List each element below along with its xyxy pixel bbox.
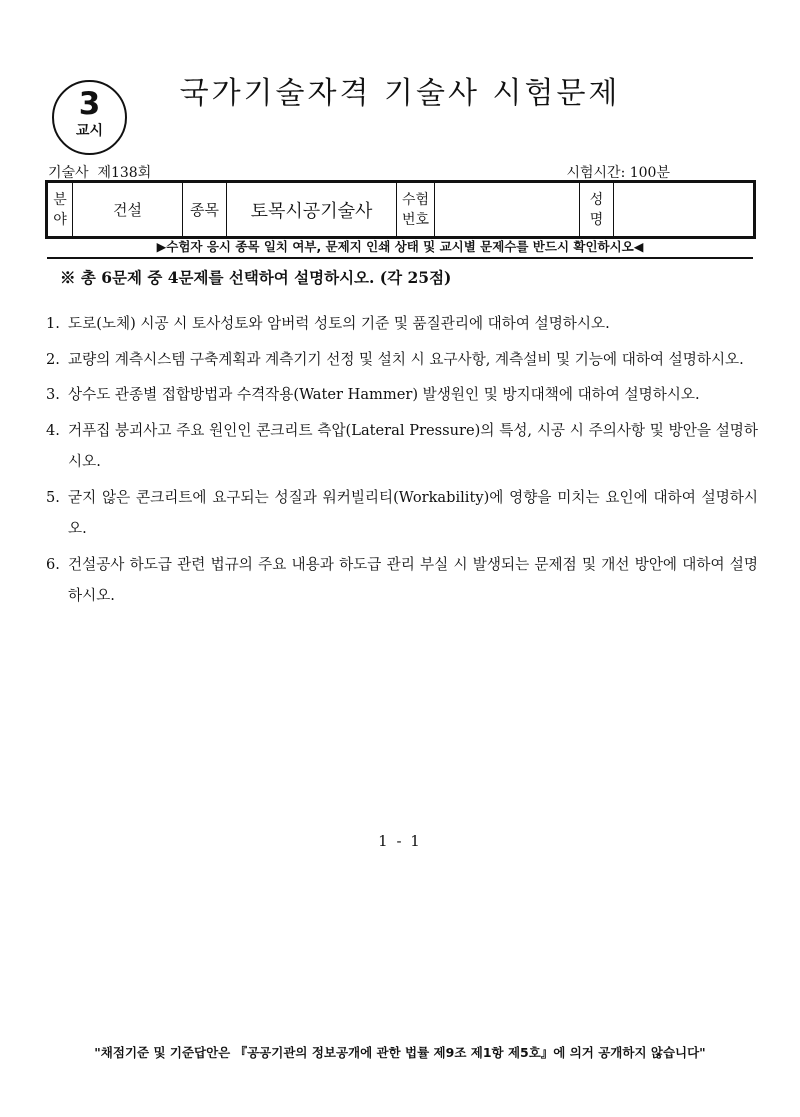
period-badge (52, 80, 127, 155)
page-title: 국가기술자격 기술사 시험문제 (179, 76, 621, 111)
notice-bar: ▶수험자 응시 종목 일치 여부, 문제지 인쇄 상태 및 교시별 문제수를 반드시 확인하시오◀ (47, 237, 753, 259)
question-number: 1. (46, 315, 60, 332)
question-item (46, 308, 758, 340)
question-text: 교량의 계측시스템 구축계획과 계측기기 선정 및 설치 시 요구사항, 계측설비 및 기능에 대하여 설명하시오. (68, 350, 744, 368)
question-number: 3. (46, 386, 60, 403)
exam-info-table (47, 182, 754, 237)
period-number: 3 (78, 86, 101, 122)
question-list (46, 308, 758, 616)
question-text: 상수도 관종별 접합방법과 수격작용(Water Hammer) 발생원인 및 방지대책에 대하여 설명하시오. (68, 386, 700, 403)
question-number: 6. (46, 555, 60, 573)
question-item (46, 415, 758, 478)
question-item (46, 482, 758, 545)
period-label: 교시 (75, 123, 104, 139)
name-field[interactable] (614, 183, 754, 237)
exam-time: 시험시간: 100분 (566, 165, 670, 181)
question-text: 도로(노체) 시공 시 토사성토와 암버럭 성토의 기준 및 품질관리에 대하여 설명하시오. (68, 315, 610, 332)
question-number: 5. (46, 488, 60, 506)
question-item (46, 379, 758, 411)
question-item (46, 549, 758, 612)
exam-number-field[interactable] (435, 183, 580, 237)
question-text: 건설공사 하도급 관련 법규의 주요 내용과 하도급 관리 부실 시 발생되는 문제점 및 개선 방안에 대하여 설명하시오. (68, 555, 758, 604)
question-item (46, 344, 758, 376)
exam-type: 기술사 제138회 (48, 165, 152, 181)
instruction: ※ 총 6문제 중 4문제를 선택하여 설명하시오. (각 25점) (60, 268, 452, 287)
field-value: 건설 (73, 183, 183, 237)
footer-note: "채점기준 및 기준답안은 『공공기관의 정보공개에 관한 법률 제9조 제1항 제5호』에 의거 공개하지 않습니다" (94, 1045, 706, 1060)
question-number: 2. (46, 350, 60, 368)
question-text: 굳지 않은 콘크리트에 요구되는 성질과 워커빌리티(Workability)에 영향을 미치는 요인에 대하여 설명하시오. (68, 488, 758, 537)
field-label: 분 야 (48, 183, 73, 237)
page-number: 1 - 1 (378, 832, 422, 850)
name-label: 성 명 (580, 183, 614, 237)
question-text: 거푸집 붕괴사고 주요 원인인 콘크리트 측압(Lateral Pressure)의 특성, 시공 시 주의사항 및 방안을 설명하시오. (68, 421, 758, 470)
question-number: 4. (46, 421, 60, 439)
exam-number-label: 수험 번호 (397, 183, 435, 237)
category-label: 종목 (183, 183, 227, 237)
category-value: 토목시공기술사 (227, 183, 397, 237)
